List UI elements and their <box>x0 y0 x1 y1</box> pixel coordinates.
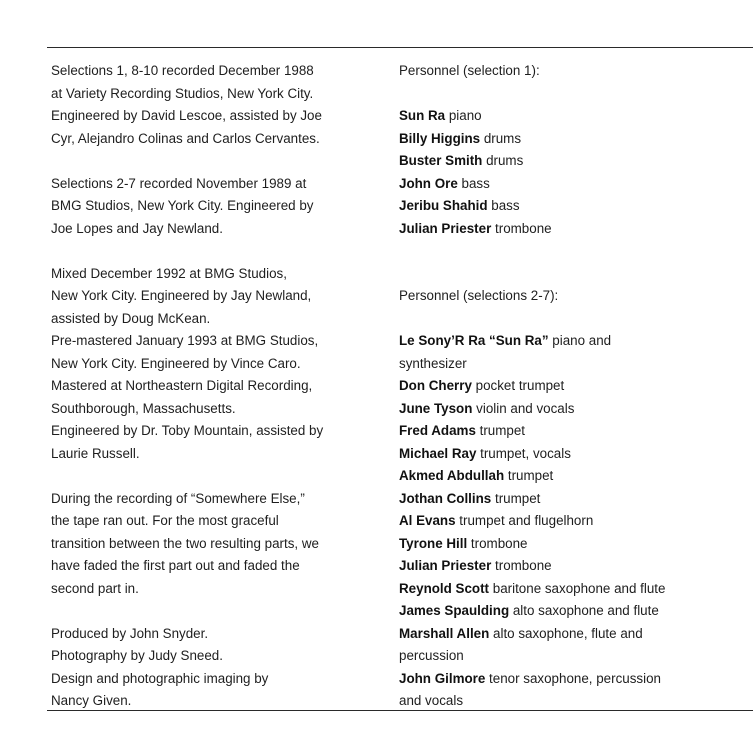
personnel-entry <box>399 218 739 241</box>
musician-instruments: piano and <box>548 333 612 348</box>
personnel-entry <box>399 375 739 398</box>
musician-instruments: violin and vocals <box>472 400 575 416</box>
personnel-list-1 <box>399 105 739 240</box>
notes-line: second part in. <box>51 580 139 596</box>
musician-instruments-continued: and vocals <box>399 693 464 708</box>
personnel-entry <box>399 195 739 218</box>
personnel-list-2 <box>399 330 739 713</box>
recording-notes-column <box>51 60 371 713</box>
musician-name: Al Evans <box>399 513 456 528</box>
personnel-entry <box>399 465 739 488</box>
notes-line: Pre-mastered January 1993 at BMG Studios, <box>51 333 319 348</box>
notes-line: New York City. Engineered by Jay Newland, <box>51 288 312 303</box>
musician-instruments: tenor saxophone, percussion <box>485 670 661 686</box>
notes-line: Selections 2-7 recorded November 1989 at <box>51 175 307 191</box>
notes-line: Joe Lopes and Jay Newland. <box>51 220 223 236</box>
musician-name: Julian Priester <box>399 220 492 236</box>
musician-name: Jothan Collins <box>399 490 492 506</box>
musician-name: Marshall Allen <box>399 625 490 641</box>
personnel-entry <box>399 443 739 466</box>
musician-name: Akmed Abdullah <box>399 468 505 483</box>
notes-line: at Variety Recording Studios, New York City. <box>51 85 314 101</box>
musician-instruments: trumpet <box>491 490 541 506</box>
musician-instruments: trombone <box>467 535 528 551</box>
personnel-entry <box>399 578 739 601</box>
musician-instruments: trumpet <box>504 468 554 483</box>
musician-instruments: bass <box>457 175 490 191</box>
musician-name: Buster Smith <box>399 153 483 168</box>
musician-name: Sun Ra <box>399 108 446 123</box>
musician-name: Fred Adams <box>399 423 476 438</box>
musician-instruments: trombone <box>491 558 552 573</box>
notes-line: the tape ran out. For the most graceful <box>51 513 279 528</box>
notes-line: transition between the two resulting parts, we <box>51 535 319 551</box>
musician-instruments: trumpet and flugelhorn <box>455 513 594 528</box>
personnel-heading-1: Personnel (selection 1): <box>399 63 540 78</box>
personnel-entry <box>399 128 739 151</box>
personnel-entry <box>399 330 739 353</box>
musician-name: Tyrone Hill <box>399 535 468 551</box>
notes-line: Selections 1, 8-10 recorded December 1988 <box>51 63 314 78</box>
musician-instruments: trumpet <box>475 423 526 438</box>
notes-line: Southborough, Massachusetts. <box>51 400 236 416</box>
musician-name: Reynold Scott <box>399 580 490 596</box>
notes-line: Mixed December 1992 at BMG Studios, <box>51 265 287 281</box>
musician-instruments-continued: synthesizer <box>399 355 467 371</box>
musician-instruments: alto saxophone and flute <box>509 603 659 618</box>
personnel-entry <box>399 173 739 196</box>
notes-line: assisted by Doug McKean. <box>51 310 211 326</box>
musician-instruments: trombone <box>491 220 552 236</box>
musician-name: Billy Higgins <box>399 130 481 146</box>
musician-name: John Gilmore <box>399 670 486 686</box>
personnel-column <box>399 60 739 713</box>
musician-name: June Tyson <box>399 400 473 416</box>
notes-line: New York City. Engineered by Vince Caro. <box>51 355 301 371</box>
musician-instruments: drums <box>480 130 522 146</box>
notes-line: Mastered at Northeastern Digital Recording, <box>51 378 313 393</box>
personnel-entry <box>399 105 739 128</box>
personnel-entry <box>399 668 739 691</box>
musician-instruments: trumpet, vocals <box>476 445 571 461</box>
personnel-entry <box>399 510 739 533</box>
notes-line: Engineered by David Lescoe, assisted by Joe <box>51 108 322 123</box>
personnel-heading-2: Personnel (selections 2-7): <box>399 288 559 303</box>
musician-instruments: bass <box>487 198 520 213</box>
personnel-entry <box>399 533 739 556</box>
bottom-rule <box>47 710 753 711</box>
notes-line: BMG Studios, New York City. Engineered by <box>51 198 314 213</box>
notes-line: Nancy Given. <box>51 693 132 708</box>
notes-line: Design and photographic imaging by <box>51 670 269 686</box>
musician-name: Julian Priester <box>399 558 492 573</box>
musician-name: Don Cherry <box>399 378 472 393</box>
musician-name: Le Sony’R Ra “Sun Ra” <box>399 333 549 348</box>
notes-line: Produced by John Snyder. <box>51 625 209 641</box>
musician-instruments: pocket trumpet <box>471 378 565 393</box>
musician-instruments-continued: percussion <box>399 648 464 663</box>
personnel-entry <box>399 623 739 646</box>
musician-instruments: piano <box>445 108 482 123</box>
notes-line: Laurie Russell. <box>51 445 140 461</box>
musician-instruments: alto saxophone, flute and <box>489 625 643 641</box>
notes-line: have faded the first part out and faded the <box>51 558 300 573</box>
musician-name: Michael Ray <box>399 445 477 461</box>
personnel-entry <box>399 488 739 511</box>
musician-name: James Spaulding <box>399 603 510 618</box>
musician-instruments: baritone saxophone and flute <box>489 580 666 596</box>
notes-line: Photography by Judy Sneed. <box>51 648 223 663</box>
musician-instruments: drums <box>482 153 524 168</box>
musician-name: Jeribu Shahid <box>399 198 488 213</box>
personnel-entry <box>399 600 739 623</box>
top-rule <box>47 47 753 48</box>
personnel-entry <box>399 420 739 443</box>
musician-name: John Ore <box>399 175 458 191</box>
personnel-entry <box>399 555 739 578</box>
personnel-entry <box>399 150 739 173</box>
notes-line: Cyr, Alejandro Colinas and Carlos Cervantes. <box>51 130 320 146</box>
notes-line: Engineered by Dr. Toby Mountain, assisted by <box>51 423 324 438</box>
notes-line: During the recording of “Somewhere Else,” <box>51 490 305 506</box>
personnel-entry <box>399 398 739 421</box>
